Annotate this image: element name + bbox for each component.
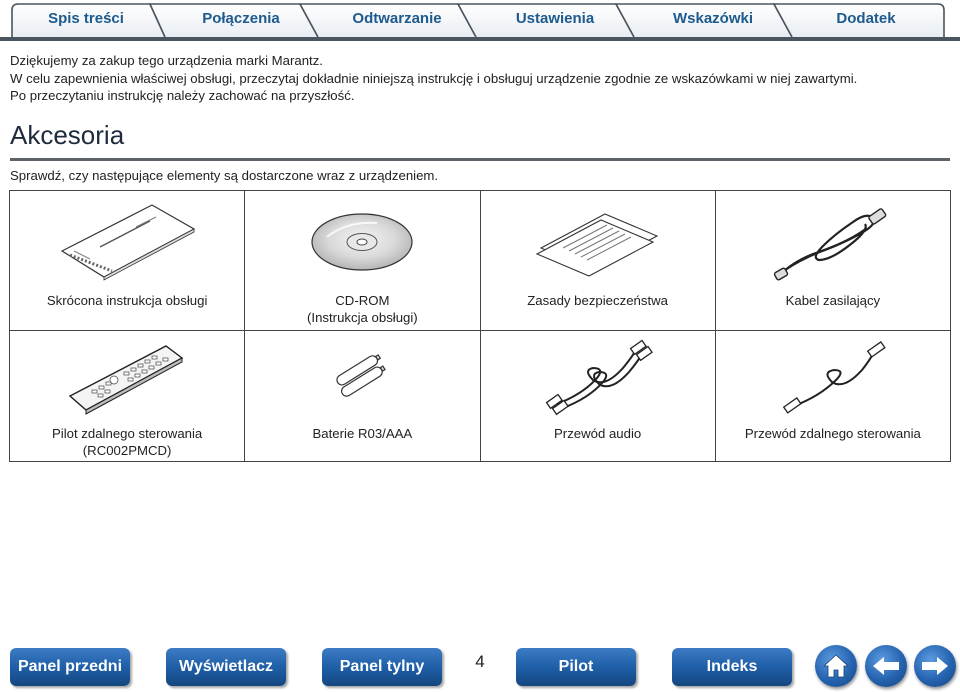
- remote-control-icon: [62, 338, 192, 418]
- accessory-label: CD-ROM (Instrukcja obsługi): [307, 293, 418, 325]
- accessory-cell: [10, 191, 245, 331]
- accessory-cell: [715, 331, 950, 462]
- home-button[interactable]: [815, 645, 857, 687]
- home-icon: [822, 653, 850, 679]
- intro-text: [10, 52, 950, 105]
- safety-booklet-icon: [533, 202, 663, 282]
- accessory-cell: [480, 191, 715, 331]
- accessory-cell: [480, 331, 715, 462]
- top-tab-bar: [0, 0, 960, 42]
- table-row: [10, 191, 951, 331]
- intro-line: Dziękujemy za zakup tego urządzenia marki Marantz.: [10, 53, 323, 68]
- accessory-cell: [245, 191, 480, 331]
- tab-settings[interactable]: Ustawienia: [515, 10, 595, 27]
- accessory-cell: [245, 331, 480, 462]
- tab-appendix[interactable]: Dodatek: [836, 10, 896, 27]
- accessory-label: Przewód zdalnego sterowania: [744, 426, 921, 441]
- intro-line: Po przeczytaniu instrukcję należy zachować na przyszłość.: [10, 88, 355, 103]
- section-description: Sprawdź, czy następujące elementy są dostarczone wraz z urządzeniem.: [10, 168, 439, 183]
- accessory-cell: [715, 191, 950, 331]
- rear-panel-button[interactable]: Panel tylny: [322, 648, 442, 686]
- arrow-right-icon: [920, 655, 950, 677]
- accessory-label: Przewód audio: [554, 426, 642, 441]
- accessory-cell: [10, 331, 245, 462]
- section-divider: [10, 158, 950, 161]
- accessory-label: Baterie R03/AAA: [312, 426, 413, 441]
- batteries-icon: [327, 348, 397, 408]
- remote-cable-icon: [778, 338, 888, 418]
- remote-button[interactable]: Pilot: [516, 648, 636, 686]
- tab-playback[interactable]: Odtwarzanie: [352, 10, 442, 27]
- power-cable-icon: [773, 202, 893, 282]
- back-button[interactable]: [865, 645, 907, 687]
- accessory-label: Zasady bezpieczeństwa: [527, 293, 668, 308]
- intro-line: W celu zapewnienia właściwej obsługi, przeczytaj dokładnie niniejszą instrukcję i obsługuj urządzenie zgodnie ze wskazówkami w niej zawartymi.: [10, 70, 858, 86]
- display-button[interactable]: Wyświetlacz: [166, 648, 286, 686]
- tab-tips[interactable]: Wskazówki: [672, 10, 754, 27]
- accessory-label: Kabel zasilający: [785, 293, 881, 308]
- page-number: 4: [475, 652, 485, 671]
- audio-cable-icon: [543, 338, 653, 418]
- tab-connections[interactable]: Połączenia: [202, 10, 280, 27]
- accessories-table: [9, 190, 951, 462]
- tab-contents[interactable]: Spis treści: [48, 10, 124, 27]
- forward-button[interactable]: [914, 645, 956, 687]
- section-title: Akcesoria: [10, 120, 125, 150]
- quick-guide-icon: [52, 199, 202, 285]
- index-button[interactable]: Indeks: [672, 648, 792, 686]
- accessory-label: Pilot zdalnego sterowania (RC002PMCD): [51, 426, 203, 458]
- accessory-label: Skrócona instrukcja obsługi: [46, 293, 208, 308]
- table-row: [10, 331, 951, 462]
- arrow-left-icon: [871, 655, 901, 677]
- front-panel-button[interactable]: Panel przedni: [10, 648, 130, 686]
- cd-rom-icon: [307, 207, 417, 277]
